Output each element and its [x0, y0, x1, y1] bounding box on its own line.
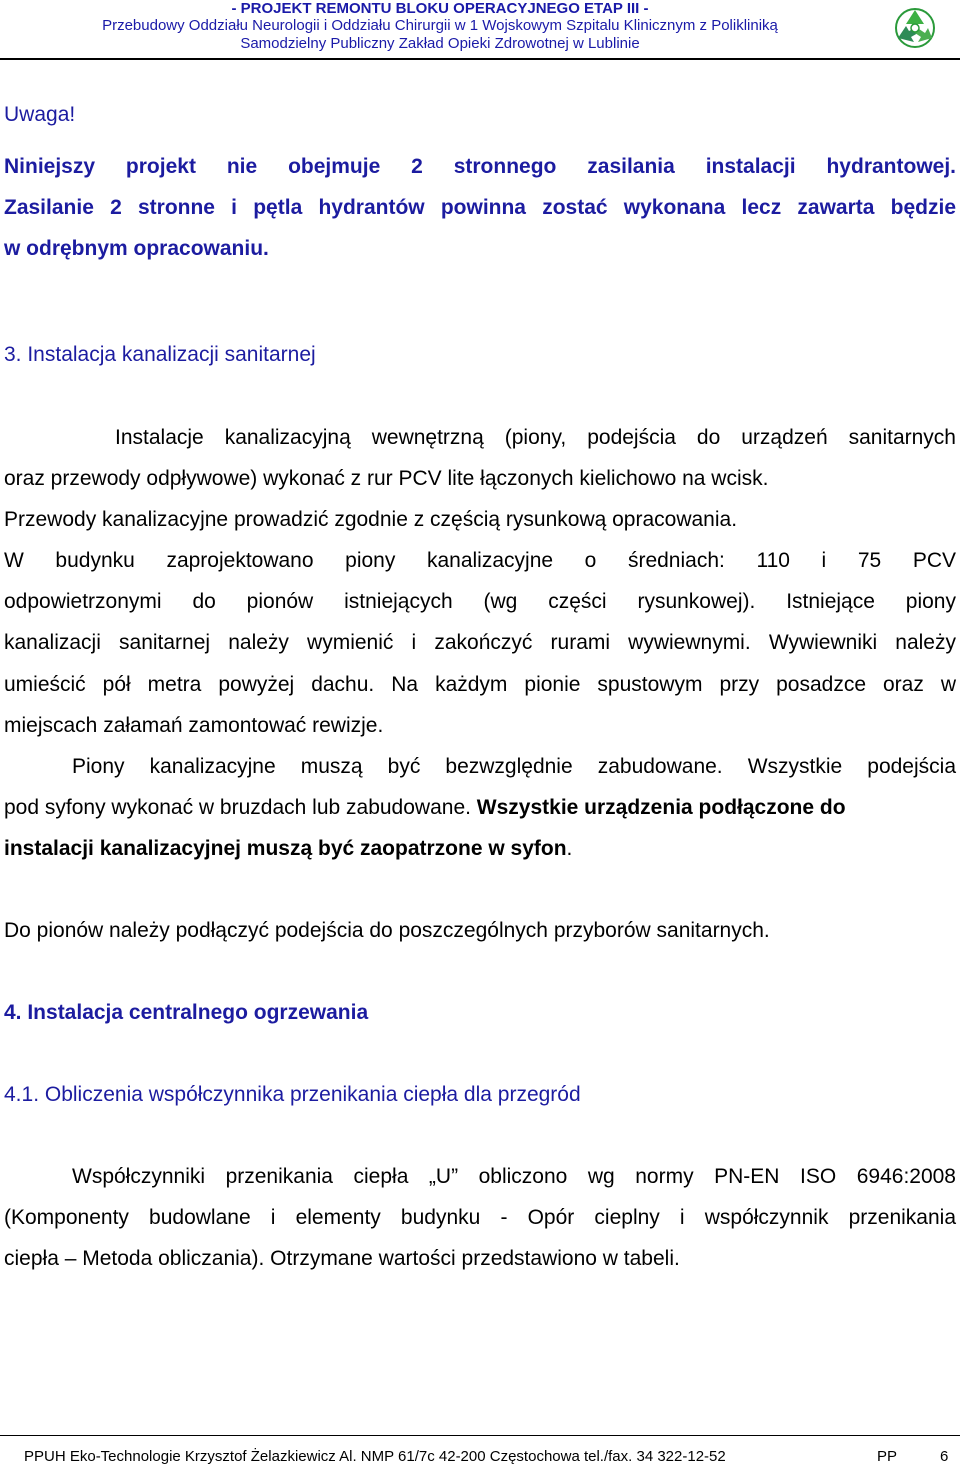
paragraph-line: (Komponenty budowlane i elementy budynku - Opór cieplny i współczynnik przenikania	[4, 1206, 956, 1229]
paragraph-line-mixed	[4, 837, 572, 861]
paragraph-line: ciepła – Metoda obliczania). Otrzymane wartości przedstawiono w tabeli.	[4, 1247, 680, 1270]
notice-line: w odrębnym opracowaniu.	[4, 237, 269, 260]
paragraph-line	[72, 1165, 956, 1189]
project-title: - PROJEKT REMONTU BLOKU OPERACYJNEGO ETAP III -	[231, 0, 649, 17]
paragraph-line-mixed	[4, 796, 846, 820]
paragraph-line: kanalizacji sanitarnej należy wymienić i zakończyć rurami wywiewnymi. Wywiewniki należy	[4, 631, 956, 654]
bold-text: Wszystkie urządzenia podłączone do	[476, 796, 846, 819]
header-divider	[0, 58, 960, 60]
footer-section-code: PP	[877, 1448, 898, 1465]
normal-text: .	[566, 837, 573, 860]
paragraph-line: Przewody kanalizacyjne prowadzić zgodnie z częścią rysunkową opracowania.	[4, 508, 738, 531]
page-number: 6	[940, 1448, 949, 1465]
normal-text: pod syfony wykonać w bruzdach lub zabudowane.	[4, 796, 477, 819]
institution-name: Samodzielny Publiczny Zakład Opieki Zdrowotnej w Lublinie	[240, 35, 640, 52]
project-subtitle: Przebudowy Oddziału Neurologii i Oddziału Chirurgii w 1 Wojskowym Szpitalu Klinicznym z Polikliniką	[102, 17, 778, 34]
paragraph-line	[72, 755, 956, 779]
paragraph-line-text: Instalacje kanalizacyjną wewnętrzną (piony, podejścia do urządzeń sanitarnych	[115, 426, 956, 449]
footer-divider	[0, 1435, 960, 1436]
paragraph-line-text: Piony kanalizacyjne muszą być bezwzględnie zabudowane. Wszystkie podejścia	[72, 755, 956, 778]
footer-company: PPUH Eko-Technologie Krzysztof Żelazkiewicz Al. NMP 61/7c 42-200 Częstochowa tel./fax. 34 322-12-52	[24, 1448, 726, 1465]
paragraph-line	[115, 426, 956, 450]
notice-line: Zasilanie 2 stronne i pętla hydrantów powinna zostać wykonana lecz zawarta będzie	[4, 196, 956, 219]
paragraph-line: Do pionów należy podłączyć podejścia do poszczególnych przyborów sanitarnych.	[4, 919, 770, 942]
paragraph-line: W budynku zaprojektowano piony kanalizacyjne o średniach: 110 i 75 PCV	[4, 549, 956, 572]
notice-label: Uwaga!	[4, 103, 76, 126]
notice-line: Niniejszy projekt nie obejmuje 2 stronnego zasilania instalacji hydrantowej.	[4, 155, 956, 178]
paragraph-line: umieścić pół metra powyżej dachu. Na każdym pionie spustowym przy posadzce oraz w	[4, 673, 956, 696]
paragraph-line-text: Współczynniki przenikania ciepła „U” obliczono wg normy PN-EN ISO 6946:2008	[72, 1165, 956, 1188]
paragraph-line: miejscach załamań zamontować rewizje.	[4, 714, 384, 737]
bold-text: instalacji kanalizacyjnej muszą być zaopatrzone w syfon	[4, 837, 567, 860]
paragraph-line: oraz przewody odpływowe) wykonać z rur PCV lite łączonych kielichowo na wcisk.	[4, 467, 769, 490]
subsection-heading: 4.1. Obliczenia współczynnika przenikania ciepła dla przegród	[4, 1083, 581, 1106]
recycling-eco-logo-icon	[888, 2, 942, 52]
page-header	[0, 0, 960, 62]
section-heading: 4. Instalacja centralnego ogrzewania	[4, 1001, 369, 1024]
paragraph-line: odpowietrzonymi do pionów istniejących (wg części rysunkowej). Istniejące piony	[4, 590, 956, 613]
section-heading: 3. Instalacja kanalizacji sanitarnej	[4, 343, 316, 366]
